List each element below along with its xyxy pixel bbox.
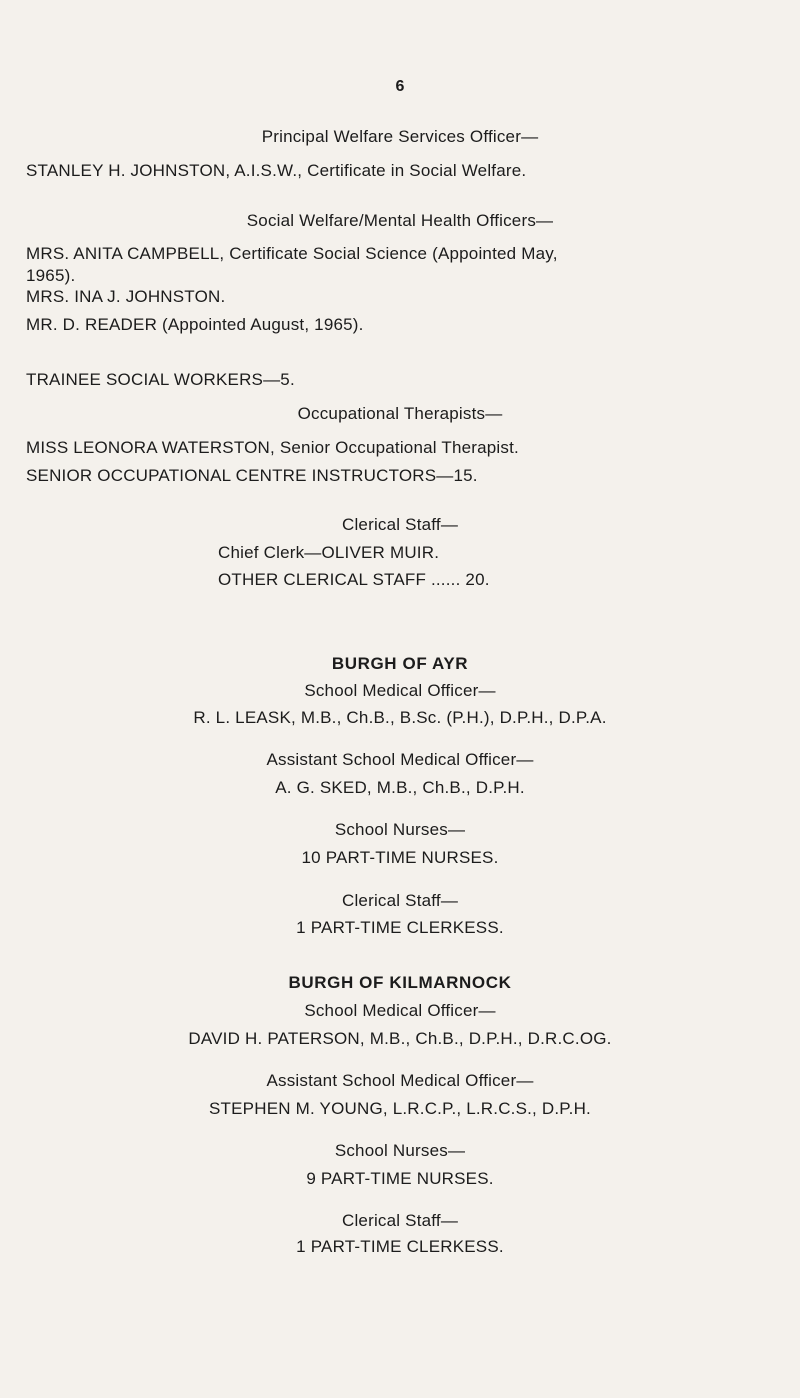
clerical-title: Clerical Staff—	[341, 515, 459, 534]
principal-welfare-title: Principal Welfare Services Officer—	[261, 127, 539, 146]
social-welfare-item: MR. D. READER (Appointed August, 1965).	[26, 315, 364, 334]
ayr-asmo-title: Assistant School Medical Officer—	[266, 750, 534, 769]
ayr-clerical-title: Clerical Staff—	[341, 891, 459, 910]
occupational-item: MISS LEONORA WATERSTON, Senior Occupational Therapist.	[26, 438, 519, 457]
ayr-heading: BURGH OF AYR	[331, 654, 469, 673]
ayr-smo-title: School Medical Officer—	[304, 681, 496, 700]
occupational-item: SENIOR OCCUPATIONAL CENTRE INSTRUCTORS—15.	[26, 466, 478, 485]
ayr-nurses-title: School Nurses—	[334, 820, 466, 839]
kilmarnock-heading: BURGH OF KILMARNOCK	[288, 973, 512, 992]
kilmarnock-asmo-name: STEPHEN M. YOUNG, L.R.C.P., L.R.C.S., D.P.H.	[209, 1099, 591, 1118]
social-welfare-item: MRS. INA J. JOHNSTON.	[26, 287, 226, 306]
kilmarnock-nurses-title: School Nurses—	[334, 1141, 466, 1160]
kilmarnock-smo-name: DAVID H. PATERSON, M.B., Ch.B., D.P.H., D.R.C.OG.	[188, 1029, 612, 1048]
page-number: 6	[395, 78, 405, 95]
ayr-smo-name: R. L. LEASK, M.B., Ch.B., B.Sc. (P.H.), D.P.H., D.P.A.	[193, 708, 607, 727]
ayr-nurses: 10 PART-TIME NURSES.	[301, 848, 499, 867]
kilmarnock-smo-title: School Medical Officer—	[304, 1001, 496, 1020]
kilmarnock-clerical: 1 PART-TIME CLERKESS.	[296, 1237, 504, 1256]
social-welfare-item: MRS. ANITA CAMPBELL, Certificate Social Science (Appointed May,	[26, 244, 558, 263]
social-welfare-item: 1965).	[26, 266, 76, 285]
other-clerical-staff: OTHER CLERICAL STAFF ...... 20.	[218, 570, 490, 589]
ayr-clerical: 1 PART-TIME CLERKESS.	[296, 918, 504, 937]
kilmarnock-nurses: 9 PART-TIME NURSES.	[306, 1169, 494, 1188]
occupational-title: Occupational Therapists—	[297, 404, 503, 423]
ayr-asmo-name: A. G. SKED, M.B., Ch.B., D.P.H.	[275, 778, 525, 797]
social-welfare-title: Social Welfare/Mental Health Officers—	[246, 211, 554, 230]
principal-welfare-name: STANLEY H. JOHNSTON, A.I.S.W., Certificate in Social Welfare.	[26, 161, 527, 180]
chief-clerk: Chief Clerk—OLIVER MUIR.	[218, 543, 440, 562]
trainee-social-workers: TRAINEE SOCIAL WORKERS—5.	[26, 370, 295, 389]
kilmarnock-clerical-title: Clerical Staff—	[341, 1211, 459, 1230]
kilmarnock-asmo-title: Assistant School Medical Officer—	[266, 1071, 534, 1090]
